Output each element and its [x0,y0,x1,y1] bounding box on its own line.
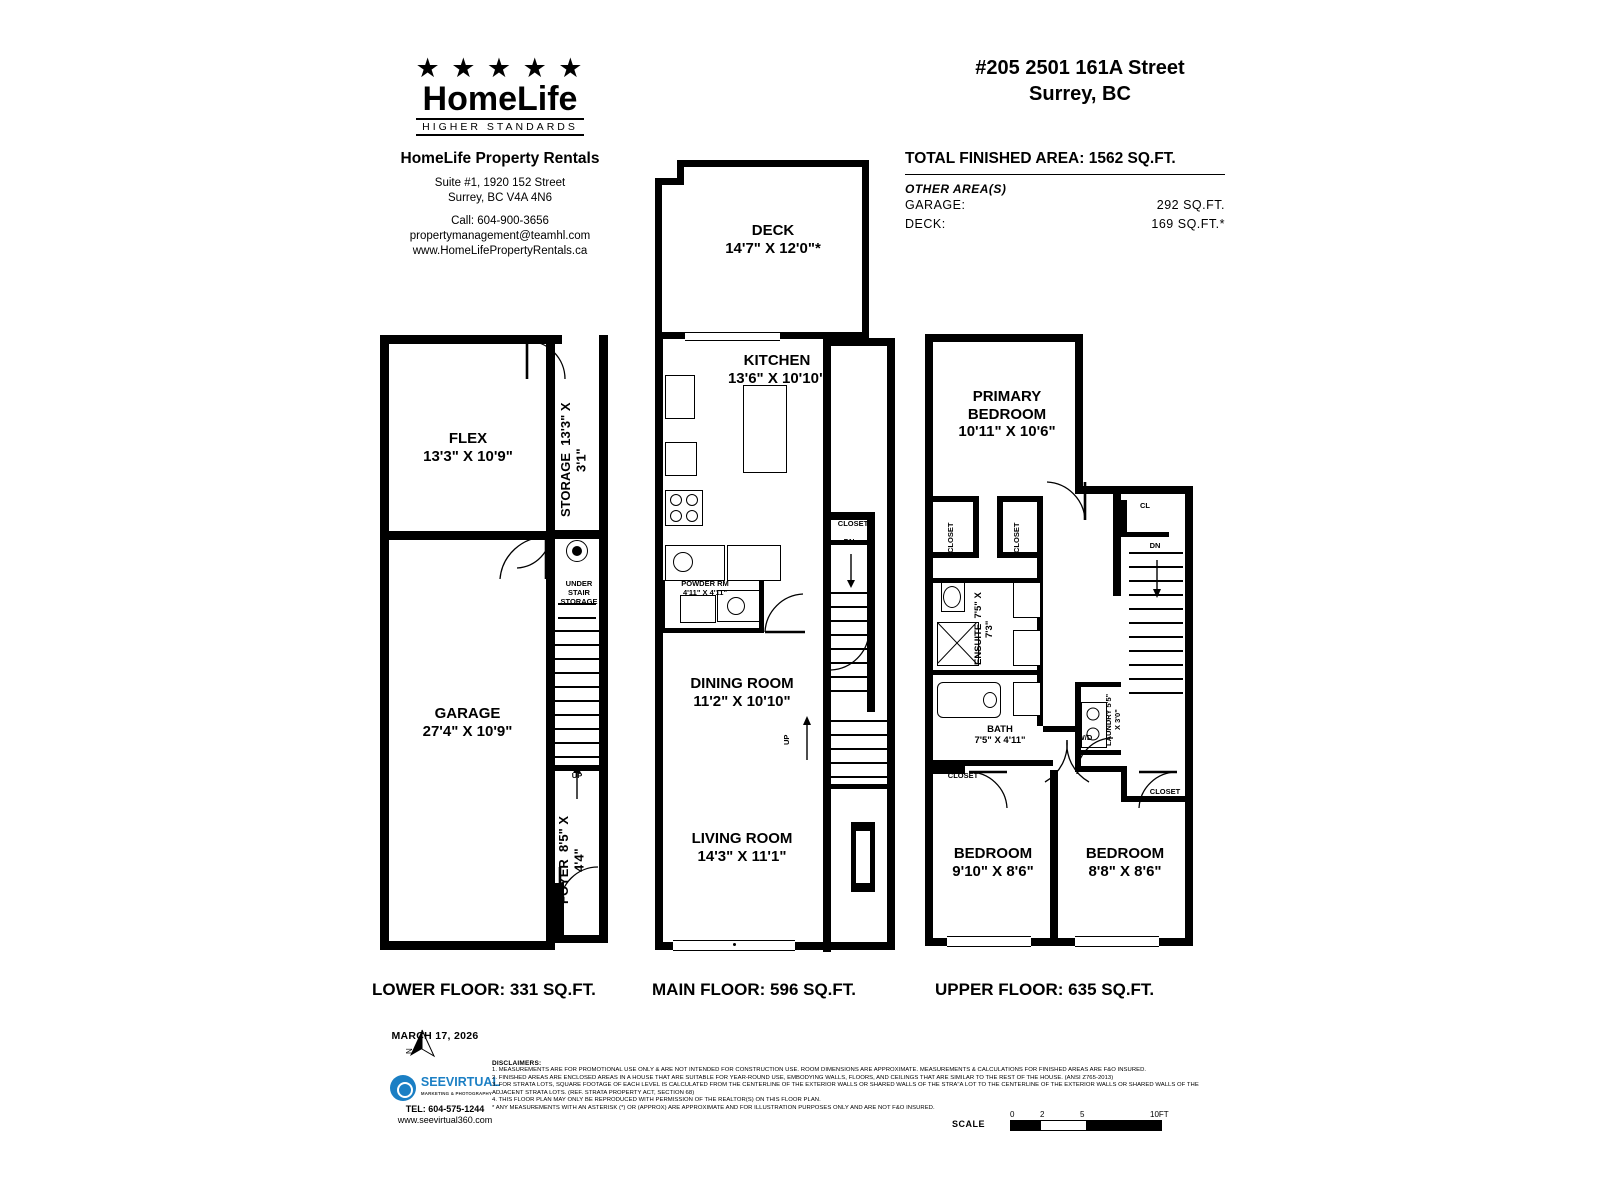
up-arrow-icon [799,716,815,762]
shower-icon [937,622,977,664]
room-laundry: LAUNDRY 5'5" X 3'0" [1104,693,1122,747]
scale-bar [952,1110,1210,1131]
company-address-2: Surrey, BC V4A 4N6 [448,192,552,204]
seevirtual-logo-icon [390,1075,416,1101]
address-line-2: Surrey, BC [1029,83,1131,105]
seevirtual-website[interactable]: www.seevirtual360.com [397,1115,493,1125]
disclaimers [492,1060,1212,1113]
room-powder: POWDER RM 4'11" X 4'11" [681,579,729,597]
homelife-tagline: HIGHER STANDARDS [416,118,584,136]
scale-tick: 10FT [1150,1110,1169,1119]
homelife-logo-text: HomeLife [422,80,578,118]
room-kitchen: KITCHEN 13'6" X 10'10" [727,352,827,387]
upper-cl-label: CL [1140,501,1150,510]
room-bedroom-3: BEDROOM 8'8" X 8'6" [1085,845,1165,880]
lower-up-label: UP [571,771,583,780]
other-areas-label: OTHER AREA(S) [905,182,1007,196]
disclaimer-line: 3. FOR STRATA LOTS, SQUARE FOOTAGE OF EACH LEVEL IS CALCULATED FROM THE CENTERLINE OF THE EXTERIOR WALLS OR SHARED WALLS OF THE STRA"A LOT TO THE CENTERLINE OF THE EXTERIOR WALLS OR SHARED WALLS OF THE ADJACENT STRATA LOTS. (REF. STRATA PROPERTY ACT, SECTION 68) [492,1082,1199,1096]
wd-label: W/D [1077,733,1093,742]
down-arrow-icon [843,552,859,588]
other-area-name: DECK: [905,217,946,231]
disclaimer-line: 1. MEASUREMENTS ARE FOR PROMOTIONAL USE ONLY & ARE NOT INTENDED FOR CONSTRUCTION USE. ROOM DIMENSIONS ARE APPROXIMATE. MEASUREMENTS & CALCULATIONS FOR FINISHED AREAS ARE F&O INSURED. [492,1067,1147,1073]
door-icon [525,339,567,381]
room-flex: FLEX 13'3" X 10'9" [423,430,513,465]
property-address [900,55,1260,107]
room-bath: BATH 7'5" X 4'11" [974,724,1026,747]
door-icon [763,590,807,634]
main-up-label: UP [782,734,791,746]
plan-date: MARCH 17, 2026 [391,1030,479,1042]
other-area-row [905,196,1225,215]
company-website[interactable]: www.HomeLifePropertyRentals.ca [412,245,588,257]
other-area-row [905,215,1225,234]
seevirtual-subtitle: MARKETING & PHOTOGRAPHY [420,1091,493,1096]
company-phone: Call: 604-900-3656 [451,215,549,227]
disclaimer-line: 2. FINISHED AREAS ARE ENCLOSED AREAS IN A HOUSE THAT ARE SUITABLE FOR YEAR-ROUND USE, EMBODYING WALLS, FLOORS, AND CEILINGS THAT ARE SIMILAR TO THE REST OF THE HOUSE. (ANSI Z765-2013) [492,1074,1114,1081]
main-dn-label: DN [843,537,855,546]
scale-label: SCALE [952,1119,986,1129]
scale-bar-graphic [1010,1120,1162,1131]
room-storage: STORAGE 13'3" X 3'1" [558,402,589,518]
seevirtual-tel: TEL: 604-575-1244 [405,1104,485,1114]
disclaimer-line: 4. THIS FLOOR PLAN MAY ONLY BE REPRODUCED WITH PERMISSION OF THE REALTOR(S) ON THIS FLOOR PLAN. [492,1097,821,1104]
upper-closet-label-4: CLOSET [1149,787,1181,796]
company-email: propertymanagement@teamhl.com [409,230,591,242]
main-floor-plan [655,160,895,950]
other-area-value: 292 SQ.FT. [1156,198,1225,212]
disclaimer-heading: DISCLAIMERS: [492,1060,542,1067]
total-finished-area: TOTAL FINISHED AREA: 1562 SQ.FT. [905,150,1176,167]
upper-floor-plan [925,330,1195,950]
door-icon [513,530,553,570]
disclaimer-line: * ANY MEASUREMENTS WITH AN ASTERISK (*) OR (APPROX) ARE APPROXIMATE AND FOR ILLUSTRATION PURPOSES ONLY AND ARE NOT F&O INSURED. [492,1104,935,1111]
room-under-stair-storage: UNDER STAIR STORAGE [560,579,598,606]
scale-tick: 5 [1080,1110,1085,1119]
upper-closet-label-3: CLOSET [947,771,979,780]
room-ensuite: ENSUITE 7'5" X 7'3" [973,592,996,666]
upper-closet-label-1: CLOSET [946,522,955,554]
door-icon [827,630,871,674]
address-line-1: #205 2501 161A Street [975,57,1185,79]
scale-tick: 2 [1040,1110,1045,1119]
room-primary-bedroom: PRIMARY BEDROOM 10'11" X 10'6" [958,388,1056,441]
other-area-name: GARAGE: [905,198,966,212]
other-area-value: 169 SQ.FT.* [1151,217,1225,231]
room-living: LIVING ROOM 14'3" X 11'1" [691,830,793,865]
upper-floor-label: UPPER FLOOR: 635 SQ.FT. [935,980,1155,999]
scale-tick: 0 [1010,1110,1015,1119]
company-address-1: Suite #1, 1920 152 Street [434,177,566,189]
room-dining: DINING ROOM 11'2" X 10'10" [690,675,794,710]
main-floor-label: MAIN FLOOR: 596 SQ.FT. [652,980,857,999]
stars-icon: ★ ★ ★ ★ ★ [415,53,585,83]
room-deck: DECK 14'7" X 12'0"* [725,222,821,257]
room-garage: GARAGE 27'4" X 10'9" [422,705,513,740]
lower-floor-plan [380,335,615,950]
area-summary [905,150,1225,234]
brand-block [380,55,620,259]
upper-dn-label: DN [1149,541,1161,550]
svg-text:N: N [405,1048,414,1054]
room-bedroom-2: BEDROOM 9'10" X 8'6" [952,845,1034,880]
door-icon [1043,480,1087,524]
main-closet-label: CLOSET [837,519,869,528]
seevirtual-name: SEEVIRTUAL [420,1075,501,1089]
room-foyer: FOYER 8'5" X 4'4" [556,815,587,905]
upper-closet-label-2: CLOSET [1012,522,1021,554]
lower-floor-label: LOWER FLOOR: 331 SQ.FT. [372,980,596,999]
company-name: HomeLife Property Rentals [400,150,600,167]
down-arrow-icon [1149,558,1165,598]
